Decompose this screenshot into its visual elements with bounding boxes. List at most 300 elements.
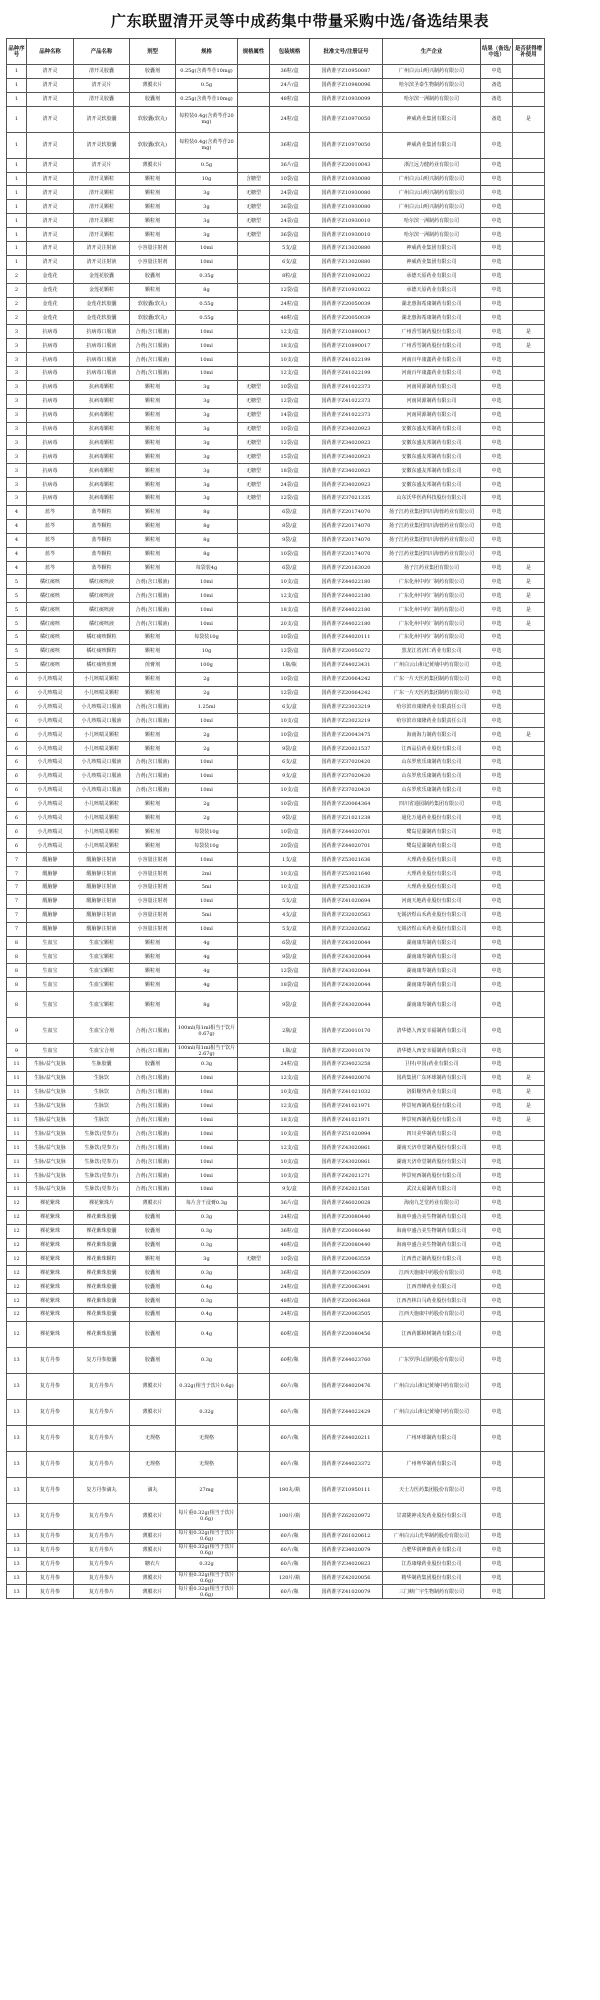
- table-cell: 小儿咳喘灵: [27, 769, 74, 783]
- table-cell: 13: [7, 1571, 27, 1585]
- table-cell: 8袋/盒: [270, 519, 310, 533]
- table-cell: [513, 464, 545, 478]
- table-cell: 10袋/盒: [270, 1252, 310, 1266]
- table-cell: 颗粒剂: [130, 644, 176, 658]
- table-cell: 中选: [481, 1238, 513, 1252]
- table-cell: 胶囊剂: [130, 1238, 176, 1252]
- table-row: [7, 422, 595, 436]
- table-cell: 12支/盒: [270, 1071, 310, 1085]
- table-cell: 是: [513, 1113, 545, 1127]
- table-cell: 国药准字Z37020420: [310, 769, 383, 783]
- table-cell: 国药准字Z20063491: [310, 1280, 383, 1294]
- table-cell: 10袋/盒: [270, 422, 310, 436]
- table-cell: 是: [513, 617, 545, 631]
- table-cell: 无规格: [130, 1425, 176, 1451]
- table-row: [7, 742, 595, 756]
- table-cell: 国药准字Z42020056: [310, 1571, 383, 1585]
- table-cell: [238, 1238, 270, 1252]
- table-cell: 裸花紫珠胶囊: [74, 1266, 130, 1280]
- table-cell: 国药准字Z41021971: [310, 1099, 383, 1113]
- table-cell: 2: [7, 311, 27, 325]
- table-cell: 10g: [176, 644, 238, 658]
- table-cell: [238, 1210, 270, 1224]
- table-cell: [238, 353, 270, 367]
- table-cell: 7: [7, 853, 27, 867]
- table-cell: 中选: [481, 228, 513, 242]
- table-cell: 36片/盒: [270, 158, 310, 172]
- table-cell: 13: [7, 1451, 27, 1477]
- table-cell: 小儿咳喘灵口服液: [74, 700, 130, 714]
- table-cell: [513, 380, 545, 394]
- table-cell: [238, 1294, 270, 1308]
- table-row: [7, 755, 595, 769]
- table-cell: 中选: [481, 603, 513, 617]
- table-cell: 中选: [481, 1347, 513, 1373]
- table-cell: 橘红痰咳: [27, 644, 74, 658]
- table-cell: 合剂(含口服液): [130, 575, 176, 589]
- table-cell: 12袋/盒: [270, 644, 310, 658]
- table-cell: 小儿咳喘灵颗粒: [74, 728, 130, 742]
- header-cell: 是否获得增补使用: [513, 39, 545, 65]
- table-row: [7, 533, 595, 547]
- table-cell: 小儿咳喘灵颗粒: [74, 797, 130, 811]
- table-cell: 国药准字Z44020076: [310, 1071, 383, 1085]
- table-cell: 生脉/益气复脉: [27, 1127, 74, 1141]
- table-cell: 国药准字Z20010170: [310, 1018, 383, 1044]
- table-cell: [238, 325, 270, 339]
- table-cell: 小儿咳喘灵: [27, 783, 74, 797]
- table-row: [7, 1266, 595, 1280]
- table-cell: 18袋/盒: [270, 978, 310, 992]
- table-cell: 国药准字Z23023219: [310, 714, 383, 728]
- table-cell: 生血宝: [27, 950, 74, 964]
- table-cell: 薄膜衣片: [130, 1373, 176, 1399]
- table-cell: 5: [7, 617, 27, 631]
- table-cell: 小儿咳喘灵: [27, 714, 74, 728]
- table-cell: 中选: [481, 1224, 513, 1238]
- table-cell: 颗粒剂: [130, 478, 176, 492]
- table-cell: 蓝芩颗粒: [74, 505, 130, 519]
- table-cell: 裸花紫珠: [27, 1210, 74, 1224]
- table-cell: 合剂(含口服液): [130, 1018, 176, 1044]
- table-cell: 抗病毒颗粒: [74, 450, 130, 464]
- table-cell: 1瓶/盒: [270, 1044, 310, 1058]
- table-cell: 通化万通药业股份有限公司: [383, 811, 481, 825]
- table-cell: 中选: [481, 783, 513, 797]
- table-cell: 每袋装10g: [176, 630, 238, 644]
- table-cell: [238, 700, 270, 714]
- table-cell: 11: [7, 1058, 27, 1072]
- table-cell: 4: [7, 533, 27, 547]
- table-cell: [513, 1210, 545, 1224]
- table-cell: [513, 1196, 545, 1210]
- table-cell: 清开灵: [27, 228, 74, 242]
- table-cell: 60片/瓶: [270, 1425, 310, 1451]
- table-cell: 无糖型: [238, 186, 270, 200]
- table-cell: 2g: [176, 672, 238, 686]
- table-cell: [238, 686, 270, 700]
- table-cell: 广东罗浮山国药股份有限公司: [383, 1347, 481, 1373]
- table-cell: 3g: [176, 214, 238, 228]
- table-cell: 湖南康寿制药有限公司: [383, 936, 481, 950]
- table-cell: 6支/盒: [270, 700, 310, 714]
- table-cell: [238, 1141, 270, 1155]
- table-cell: [513, 1347, 545, 1373]
- table-cell: [513, 1543, 545, 1557]
- table-cell: 国药准字Z34020823: [310, 1557, 383, 1571]
- table-cell: 8g: [176, 505, 238, 519]
- table-cell: 中选: [481, 825, 513, 839]
- table-cell: 生脉饮(党参方): [74, 1155, 130, 1169]
- table-cell: 河南同源制药有限公司: [383, 408, 481, 422]
- table-cell: [238, 1127, 270, 1141]
- table-cell: 10支/盒: [270, 353, 310, 367]
- table-cell: 中选: [481, 353, 513, 367]
- table-cell: 广东化州中药厂制药有限公司: [383, 603, 481, 617]
- table-cell: 清开灵: [27, 172, 74, 186]
- table-cell: [238, 561, 270, 575]
- table-row: [7, 1196, 595, 1210]
- table-cell: 中选: [481, 728, 513, 742]
- table-cell: 国药准字Z41022373: [310, 408, 383, 422]
- table-cell: 6: [7, 672, 27, 686]
- table-cell: [238, 533, 270, 547]
- table-cell: 合剂(含口服液): [130, 589, 176, 603]
- table-cell: 裸花紫珠: [27, 1252, 74, 1266]
- table-cell: 2g: [176, 742, 238, 756]
- table-cell: 醒脑静: [27, 880, 74, 894]
- table-row: [7, 950, 595, 964]
- table-header-row: [7, 39, 595, 65]
- table-cell: 胶囊剂: [130, 65, 176, 79]
- table-cell: 中选: [481, 700, 513, 714]
- table-cell: [238, 1321, 270, 1347]
- table-cell: 9袋/盒: [270, 533, 310, 547]
- table-cell: 三门峡广宇生物制药有限公司: [383, 1585, 481, 1599]
- table-row: [7, 1425, 595, 1451]
- table-cell: 复方丹参: [27, 1557, 74, 1571]
- table-cell: 清开灵注射液: [74, 255, 130, 269]
- table-cell: 合剂(含口服液): [130, 1169, 176, 1183]
- table-cell: [238, 922, 270, 936]
- table-cell: 0.4g: [176, 1280, 238, 1294]
- table-cell: 2: [7, 283, 27, 297]
- table-cell: 抗病毒口服液: [74, 325, 130, 339]
- table-cell: 无规格: [176, 1425, 238, 1451]
- table-row: [7, 603, 595, 617]
- table-cell: 10ml: [176, 853, 238, 867]
- table-cell: 6: [7, 714, 27, 728]
- table-cell: 糖衣片: [130, 1557, 176, 1571]
- table-cell: [238, 1557, 270, 1571]
- table-cell: 10ml: [176, 1085, 238, 1099]
- table-cell: 2g: [176, 797, 238, 811]
- table-cell: 国药准字Z20174070: [310, 519, 383, 533]
- table-cell: 3g: [176, 464, 238, 478]
- table-cell: 神威药业集团有限公司: [383, 255, 481, 269]
- table-cell: 1: [7, 132, 27, 158]
- table-cell: [513, 450, 545, 464]
- table-cell: 橘红痰咳: [27, 589, 74, 603]
- table-cell: 扬子江药业集团四川海蓉药业有限公司: [383, 519, 481, 533]
- table-cell: 清开灵注射液: [74, 242, 130, 256]
- table-cell: 10ml: [176, 1127, 238, 1141]
- table-cell: 6袋/盒: [270, 936, 310, 950]
- table-cell: 0.32g: [176, 1557, 238, 1571]
- table-cell: 每片重0.32g(相当于饮片0.6g): [176, 1585, 238, 1599]
- table-cell: 清开灵: [27, 92, 74, 106]
- table-cell: 6: [7, 728, 27, 742]
- table-cell: 国药准字Z20064242: [310, 672, 383, 686]
- table-cell: 小儿咳喘灵: [27, 728, 74, 742]
- table-cell: 国药准字Z43020044: [310, 964, 383, 978]
- table-cell: 醒脑静注射液: [74, 853, 130, 867]
- table-cell: 国药准字Z20021537: [310, 742, 383, 756]
- table-cell: [238, 1155, 270, 1169]
- table-cell: 颗粒剂: [130, 825, 176, 839]
- table-cell: 四川省通园制药集团有限公司: [383, 797, 481, 811]
- table-cell: 生血宝: [27, 1044, 74, 1058]
- table-cell: 13: [7, 1373, 27, 1399]
- table-cell: 胶囊剂: [130, 1280, 176, 1294]
- table-cell: 抗病毒: [27, 478, 74, 492]
- table-cell: 鹭岛星湖制药有限公司: [383, 839, 481, 853]
- table-cell: 小儿咳喘灵: [27, 755, 74, 769]
- table-cell: 小儿咳喘灵: [27, 797, 74, 811]
- table-cell: 100g: [176, 658, 238, 672]
- table-cell: 中选: [481, 1099, 513, 1113]
- table-cell: 3: [7, 408, 27, 422]
- table-cell: 醒脑静注射液: [74, 922, 130, 936]
- table-cell: 无糖型: [238, 380, 270, 394]
- table-cell: 小儿咳喘灵颗粒: [74, 811, 130, 825]
- table-cell: 24粒/盒: [270, 1308, 310, 1322]
- table-cell: 合剂(含口服液): [130, 714, 176, 728]
- table-cell: 12袋/盒: [270, 492, 310, 506]
- table-cell: 国药准字Z41021032: [310, 1085, 383, 1099]
- table-cell: 蓝芩颗粒: [74, 547, 130, 561]
- table-cell: [513, 200, 545, 214]
- table-row: [7, 367, 595, 381]
- table-cell: 国药准字Z10920022: [310, 283, 383, 297]
- table-cell: [513, 269, 545, 283]
- table-cell: 抗病毒颗粒: [74, 408, 130, 422]
- table-cell: 清开灵颗粒: [74, 186, 130, 200]
- table-cell: 国药集团广东环球制药有限公司: [383, 1071, 481, 1085]
- table-cell: 小儿咳喘灵: [27, 811, 74, 825]
- table-cell: 中选: [481, 1425, 513, 1451]
- table-cell: 2g: [176, 686, 238, 700]
- table-cell: 复方丹参: [27, 1571, 74, 1585]
- table-cell: [513, 1183, 545, 1197]
- table-cell: 6: [7, 839, 27, 853]
- table-cell: 中选: [481, 547, 513, 561]
- table-cell: 海南九芝堂药业有限公司: [383, 1196, 481, 1210]
- table-cell: 复方丹参滴丸: [74, 1477, 130, 1503]
- table-cell: 颗粒剂: [130, 839, 176, 853]
- table-cell: 无糖型: [238, 478, 270, 492]
- table-cell: 生脉饮: [74, 1113, 130, 1127]
- header-cell: 生产企业: [383, 39, 481, 65]
- table-cell: [238, 783, 270, 797]
- table-cell: 1瓶/瓶: [270, 658, 310, 672]
- table-cell: 48粒/盒: [270, 311, 310, 325]
- table-cell: 0.3g: [176, 1210, 238, 1224]
- table-cell: 无锡济煜山禾药业股份有限公司: [383, 922, 481, 936]
- table-cell: 国药准字Z20050039: [310, 311, 383, 325]
- table-cell: 3: [7, 436, 27, 450]
- table-cell: 裸花紫珠: [27, 1308, 74, 1322]
- table-cell: 中选: [481, 214, 513, 228]
- table-cell: [513, 1252, 545, 1266]
- table-cell: 承德天原药业有限公司: [383, 269, 481, 283]
- table-cell: 颗粒剂: [130, 214, 176, 228]
- table-cell: 薄膜衣片: [130, 1503, 176, 1529]
- table-cell: 清开灵: [27, 255, 74, 269]
- header-cell: 规格属性: [238, 39, 270, 65]
- table-cell: 10ml: [176, 894, 238, 908]
- table-cell: 颗粒剂: [130, 686, 176, 700]
- table-cell: 3g: [176, 492, 238, 506]
- table-cell: 1.25ml: [176, 700, 238, 714]
- table-cell: 8g: [176, 283, 238, 297]
- table-cell: 每片含干浸膏0.3g: [176, 1196, 238, 1210]
- table-cell: 广州白云山明兴制药有限公司: [383, 200, 481, 214]
- table-cell: [238, 617, 270, 631]
- table-cell: 生血宝颗粒: [74, 992, 130, 1018]
- table-cell: 7: [7, 922, 27, 936]
- table-row: [7, 686, 595, 700]
- table-cell: 6: [7, 700, 27, 714]
- table-cell: 复方丹参: [27, 1425, 74, 1451]
- table-cell: 6: [7, 783, 27, 797]
- table-cell: 海南中盛合美生物制药有限公司: [383, 1238, 481, 1252]
- table-cell: 国药准字Z10930010: [310, 228, 383, 242]
- table-cell: 中选: [481, 172, 513, 186]
- table-cell: 10袋/盒: [270, 825, 310, 839]
- table-row: [7, 908, 595, 922]
- table-cell: 生脉/益气复脉: [27, 1085, 74, 1099]
- table-cell: 24粒/盒: [270, 1280, 310, 1294]
- table-cell: 哈尔滨市康隆药业有限责任公司: [383, 700, 481, 714]
- table-cell: 5ml: [176, 880, 238, 894]
- table-cell: 国药准字Z53021639: [310, 880, 383, 894]
- table-cell: 金莲花: [27, 283, 74, 297]
- table-cell: 中选: [481, 742, 513, 756]
- table-cell: [238, 575, 270, 589]
- table-cell: [238, 367, 270, 381]
- table-row: [7, 1210, 595, 1224]
- table-cell: 小儿咳喘灵: [27, 672, 74, 686]
- table-cell: 蓝芩颗粒: [74, 519, 130, 533]
- table-cell: 复方丹参片: [74, 1425, 130, 1451]
- table-cell: 10袋/盒: [270, 797, 310, 811]
- table-cell: 8: [7, 992, 27, 1018]
- table-cell: 3: [7, 464, 27, 478]
- table-cell: 抗病毒口服液: [74, 353, 130, 367]
- table-cell: 国药准字Z20043475: [310, 728, 383, 742]
- table-cell: 国药准字Z10950087: [310, 65, 383, 79]
- table-cell: [513, 742, 545, 756]
- table-cell: 裸花紫珠: [27, 1266, 74, 1280]
- table-cell: 大理药业股份有限公司: [383, 867, 481, 881]
- table-cell: 5: [7, 630, 27, 644]
- table-row: [7, 172, 595, 186]
- table-cell: 安徽东盛友邦制药有限公司: [383, 422, 481, 436]
- table-cell: 合剂(含口服液): [130, 1155, 176, 1169]
- table-cell: 10袋/盒: [270, 728, 310, 742]
- table-cell: 醒脑静: [27, 908, 74, 922]
- table-cell: 国药准字Z20050272: [310, 644, 383, 658]
- table-cell: 河南同源制药有限公司: [383, 394, 481, 408]
- table-cell: 国药准字Z20010170: [310, 1044, 383, 1058]
- table-cell: 每片重0.32g(相当于饮片0.6g): [176, 1571, 238, 1585]
- table-cell: 12支/盒: [270, 589, 310, 603]
- table-cell: 6袋/盒: [270, 561, 310, 575]
- table-cell: 24粒/盒: [270, 1058, 310, 1072]
- table-cell: [513, 242, 545, 256]
- table-cell: 国药准字Z44020476: [310, 1373, 383, 1399]
- table-cell: 颗粒剂: [130, 797, 176, 811]
- table-cell: [513, 936, 545, 950]
- table-row: [7, 867, 595, 881]
- table-cell: [513, 436, 545, 450]
- table-cell: 5: [7, 603, 27, 617]
- table-cell: 含糖型: [238, 172, 270, 186]
- table-cell: 12: [7, 1266, 27, 1280]
- table-cell: 60片/瓶: [270, 1451, 310, 1477]
- table-cell: 国药准字Z20080440: [310, 1224, 383, 1238]
- table-row: [7, 1557, 595, 1571]
- table-cell: 中选: [481, 297, 513, 311]
- table-cell: 广州白云山光华制药股份有限公司: [383, 1529, 481, 1543]
- table-cell: 中选: [481, 922, 513, 936]
- table-cell: [238, 714, 270, 728]
- table-cell: 国药准字Z20080440: [310, 1210, 383, 1224]
- table-cell: 20袋/盒: [270, 839, 310, 853]
- table-row: [7, 700, 595, 714]
- table-row: [7, 797, 595, 811]
- table-cell: [238, 519, 270, 533]
- table-cell: 生血宝颗粒: [74, 950, 130, 964]
- table-cell: 是: [513, 575, 545, 589]
- table-cell: 5支/盒: [270, 922, 310, 936]
- table-row: [7, 839, 595, 853]
- table-cell: 颗粒剂: [130, 978, 176, 992]
- table-cell: [238, 505, 270, 519]
- table-cell: [238, 1477, 270, 1503]
- table-cell: 河南百年康鑫药业有限公司: [383, 367, 481, 381]
- table-cell: 清开灵片: [74, 78, 130, 92]
- table-row: [7, 714, 595, 728]
- table-cell: 复方丹参片: [74, 1399, 130, 1425]
- table-cell: 清开灵: [27, 132, 74, 158]
- table-cell: 橘红痰咳颗粒: [74, 630, 130, 644]
- table-cell: 9: [7, 1018, 27, 1044]
- table-cell: 国药准字Z61020612: [310, 1529, 383, 1543]
- table-cell: [513, 1058, 545, 1072]
- table-row: [7, 1018, 595, 1044]
- table-cell: 中选: [481, 561, 513, 575]
- table-cell: [238, 769, 270, 783]
- table-cell: 国药准字Z44023760: [310, 1347, 383, 1373]
- table-cell: 胶囊剂: [130, 1266, 176, 1280]
- table-cell: 江西天施康中药股份有限公司: [383, 1266, 481, 1280]
- table-cell: 6: [7, 811, 27, 825]
- table-cell: 0.32g(相当于饮片0.6g): [176, 1373, 238, 1399]
- table-cell: 复方丹参: [27, 1529, 74, 1543]
- table-cell: 颗粒剂: [130, 394, 176, 408]
